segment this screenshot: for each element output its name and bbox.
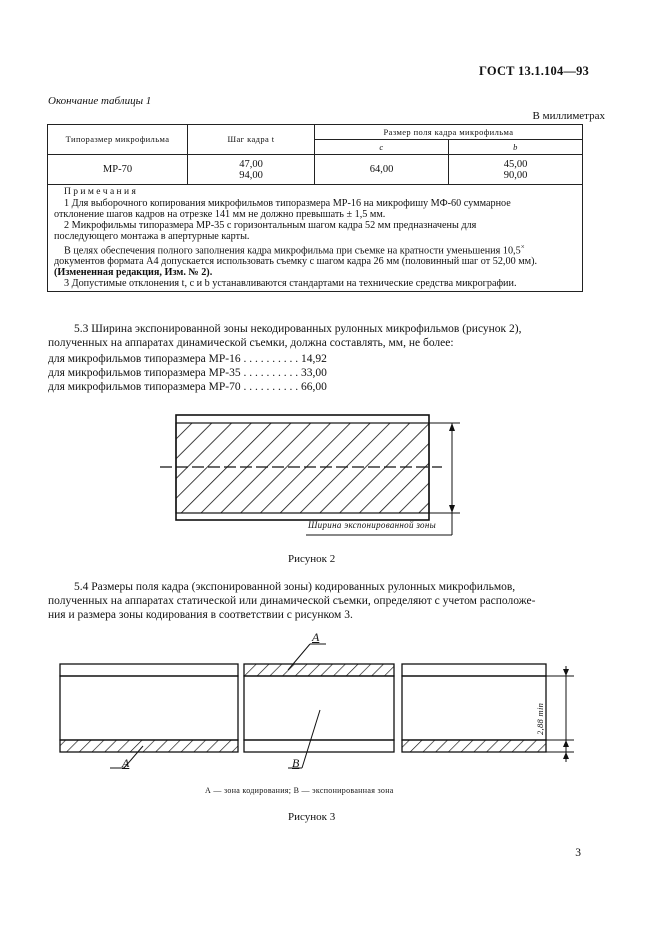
label-b: В xyxy=(292,756,300,770)
col-header-type: Типоразмер микрофильма xyxy=(48,125,188,155)
col-header-b: b xyxy=(449,140,583,155)
table-1 xyxy=(47,124,583,292)
col-header-step: Шаг кадра t xyxy=(188,125,315,155)
list-item: для микрофильмов типоразмера МР-70 . . . . . . . . . . 66,00 xyxy=(48,381,327,393)
table-continuation: Окончание таблицы 1 xyxy=(48,95,152,107)
list-item: для микрофильмов типоразмера МР-16 . . . . . . . . . . 14,92 xyxy=(48,353,327,365)
section-5-3-line2: полученных на аппаратах динамической съемки, должна составлять, мм, не более: xyxy=(48,337,454,349)
figure-2-label: Ширина экспонированной зоны xyxy=(308,520,436,530)
figure-3-legend: А — зона кодирования; В — экспонированная зона xyxy=(205,786,394,795)
gost-header: ГОСТ 13.1.104—93 xyxy=(479,64,589,78)
table-units: В миллиметрах xyxy=(532,110,605,122)
figure-2-caption: Рисунок 2 xyxy=(288,553,336,565)
table-notes: П р и м е ч а н и я 1 Для выборочного копирования микрофильмов типоразмера МР-16 на микрофишу МФ-60 суммарное отклонение шагов кадров на отрезке 141 мм не должно превышать ± 1,5 мм. 2 Микрофильмы типоразмера МР-35 с горизонтальным шагом кадра 52 мм предназначены для последующего монтажа в апертурные карты. В целях обеспечения полного заполнения кадра микрофильма при съемке на кратности уменьшения 10,5× документов формата А4 допускается использовать съемку с шагом кадра 26 мм (половинный шаг от 52,00 мм). (Измененная редакция, Изм. № 2). 3 Допустимые отклонения t, c и b устанавливаются стандартами на технические средства микрографии. xyxy=(48,185,583,292)
list-item: для микрофильмов типоразмера МР-35 . . . . . . . . . . 33,00 xyxy=(48,367,327,379)
table-row xyxy=(48,155,583,185)
section-5-4-line2: полученных на аппаратах статической или динамической съемки, определяют с учетом расположе- xyxy=(48,595,536,607)
page-number: 3 xyxy=(575,847,581,859)
section-5-4-line1: 5.4 Размеры поля кадра (экспонированной зоны) кодированных рулонных микрофильмов, xyxy=(74,581,516,593)
section-5-4-line3: ния и размера зоны кодирования в соответствии с рисунком 3. xyxy=(48,609,353,621)
cell-c: 64,00 xyxy=(315,155,449,185)
cell-step: 47,00 94,00 xyxy=(188,155,315,185)
label-a-top: А xyxy=(312,630,320,644)
cell-type: МР-70 xyxy=(48,155,188,185)
figure-3-caption: Рисунок 3 xyxy=(288,811,336,823)
dimension-label: 2,88 min xyxy=(535,702,545,735)
cell-b: 45,00 90,00 xyxy=(449,155,583,185)
col-header-size: Размер поля кадра микрофильма xyxy=(315,125,583,140)
section-5-3-line1: 5.3 Ширина экспонированной зоны некодированных рулонных микрофильмов (рисунок 2), xyxy=(74,323,522,335)
label-a-bottom: А xyxy=(122,756,130,770)
col-header-c: c xyxy=(315,140,449,155)
